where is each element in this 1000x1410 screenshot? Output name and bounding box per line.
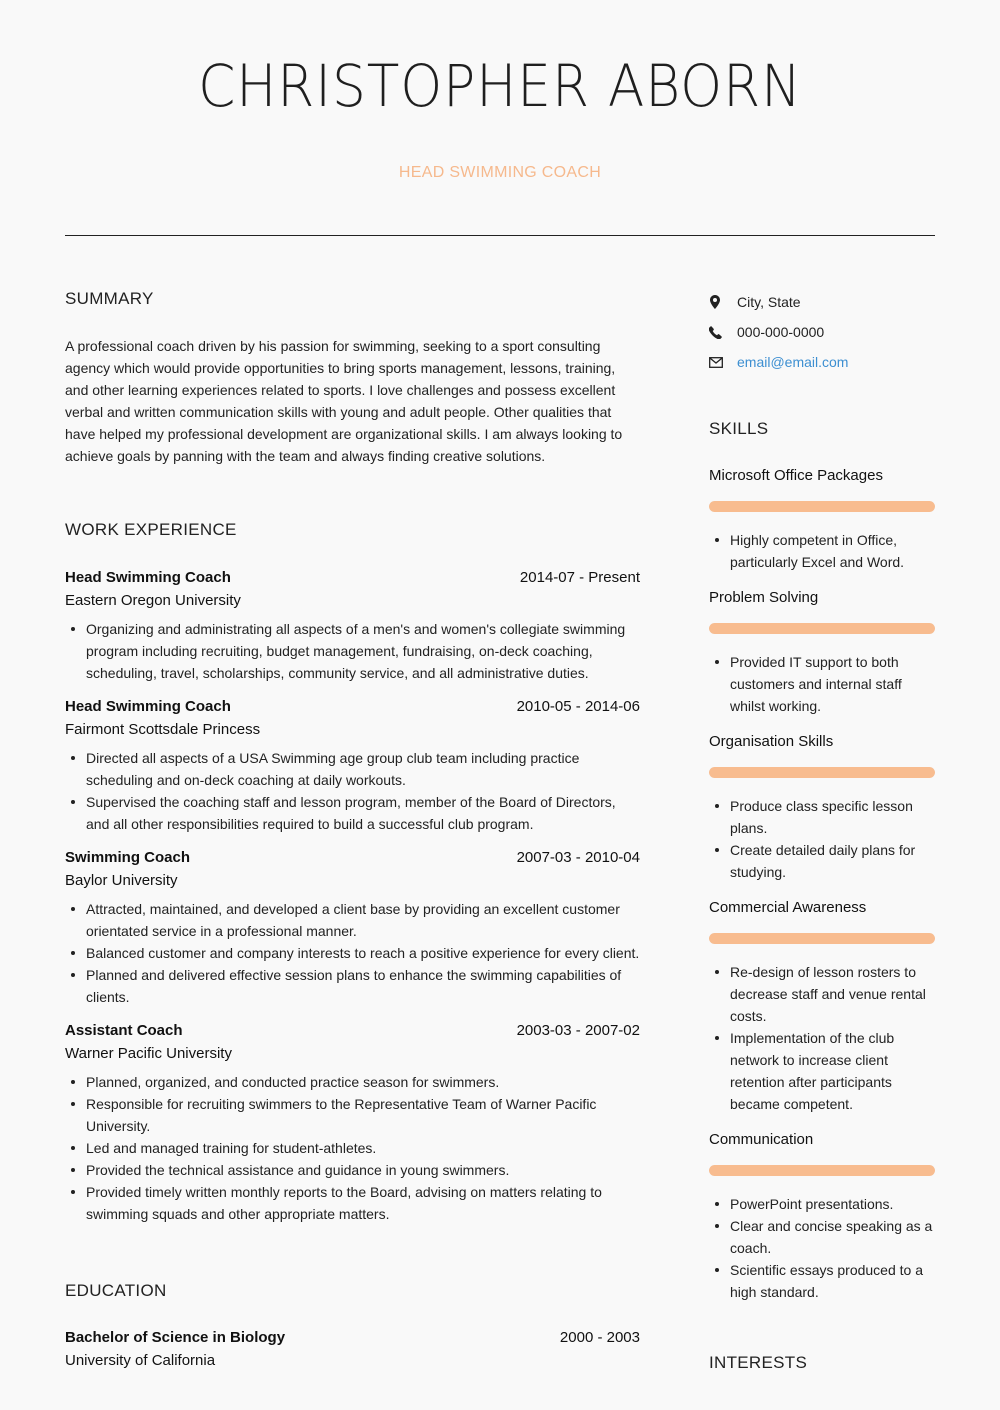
skill-name: Problem Solving xyxy=(709,589,819,606)
skill-level-bar xyxy=(709,933,935,944)
skill-bullet: Re-design of lesson rosters to decrease staff and venue rental costs. xyxy=(709,961,935,1027)
skill-bullets xyxy=(709,961,935,1115)
skill-name: Commercial Awareness xyxy=(709,899,867,916)
work-experience-heading: WORK EXPERIENCE xyxy=(65,520,237,539)
skill-name: Organisation Skills xyxy=(709,733,834,750)
job-header xyxy=(65,698,640,715)
job-header xyxy=(65,1022,640,1039)
job-header xyxy=(65,849,640,866)
skill-level-fill xyxy=(709,1165,935,1176)
job-bullets xyxy=(65,747,640,835)
job-bullet: Led and managed training for student-athletes. xyxy=(65,1137,640,1159)
job-dates: 2010-05 - 2014-06 xyxy=(516,698,640,715)
skill-level-fill xyxy=(709,933,935,944)
contact-location xyxy=(709,287,935,317)
education-list xyxy=(65,1329,640,1369)
job-role: Head Swimming Coach xyxy=(65,569,231,586)
email-link[interactable]: email@email.com xyxy=(737,354,849,370)
location-text: City, State xyxy=(737,294,801,310)
skill-bullet: Provided IT support to both customers and internal staff whilst working. xyxy=(709,651,935,717)
skill-entry xyxy=(709,1131,935,1303)
job-title: HEAD SWIMMING COACH xyxy=(398,164,602,181)
degree: Bachelor of Science in Biology xyxy=(65,1329,286,1346)
job-dates: 2007-03 - 2010-04 xyxy=(516,849,640,866)
job-organization: Fairmont Scottsdale Princess xyxy=(65,721,261,738)
skill-bullet: Produce class specific lesson plans. xyxy=(709,795,935,839)
skill-level-fill xyxy=(709,767,935,778)
job-entry xyxy=(65,698,640,835)
school: University of California xyxy=(65,1352,216,1369)
job-bullet: Provided timely written monthly reports to the Board, advising on matters relating to swimming squads and other appropriate matters. xyxy=(65,1181,640,1225)
skills-heading: SKILLS xyxy=(709,419,769,438)
job-bullet: Responsible for recruiting swimmers to the Representative Team of Warner Pacific University. xyxy=(65,1093,640,1137)
job-organization: Eastern Oregon University xyxy=(65,592,241,609)
job-bullet: Planned and delivered effective session plans to enhance the swimming capabilities of clients. xyxy=(65,964,640,1008)
education-heading: EDUCATION xyxy=(65,1281,167,1300)
job-role: Assistant Coach xyxy=(65,1022,183,1039)
skill-entry xyxy=(709,899,935,1115)
skill-bullet: Implementation of the club network to increase client retention after participants became competent. xyxy=(709,1027,935,1115)
contact-phone xyxy=(709,317,935,347)
skill-name: Microsoft Office Packages xyxy=(709,467,883,484)
job-entry xyxy=(65,849,640,1008)
job-role: Head Swimming Coach xyxy=(65,698,231,715)
summary-text: A professional coach driven by his passion for swimming, seeking to a sport consulting agency which would provide opportunities to bring sports management, lessons, training, and other learning experiences related to sports. I love challenges and possess excellent verbal and written communication skills with young and adult people. Other qualities that have helped my professional development are organizational skills. I am always looking to achieve goals by panning with the team and always finding creative solutions. xyxy=(65,338,623,464)
job-bullets xyxy=(65,898,640,1008)
skill-level-bar xyxy=(709,767,935,778)
contact-email[interactable] xyxy=(709,347,935,377)
skill-level-bar xyxy=(709,1165,935,1176)
skill-bullet: Create detailed daily plans for studying. xyxy=(709,839,935,883)
skill-bullet: PowerPoint presentations. xyxy=(709,1193,935,1215)
job-entry xyxy=(65,1022,640,1225)
skill-bullets xyxy=(709,795,935,883)
skill-entry xyxy=(709,733,935,883)
education-entry xyxy=(65,1329,640,1369)
phone-text: 000-000-0000 xyxy=(737,324,825,340)
education-header xyxy=(65,1329,640,1346)
job-organization: Baylor University xyxy=(65,872,178,889)
location-pin-icon xyxy=(709,295,737,309)
job-header xyxy=(65,569,640,586)
main-column xyxy=(65,289,640,1383)
skill-level-fill xyxy=(709,501,935,512)
job-bullet: Organizing and administrating all aspects of a men's and women's collegiate swimming program including recruiting, budget management, fundraising, on-deck coaching, scheduling, travel, scholarships, community service, and all administrative duties. xyxy=(65,618,640,684)
skill-entry xyxy=(709,467,935,573)
phone-icon xyxy=(709,326,737,339)
job-bullet: Directed all aspects of a USA Swimming age group club team including practice scheduling and on-deck coaching at daily workouts. xyxy=(65,747,640,791)
summary-heading: SUMMARY xyxy=(65,289,154,308)
skill-name: Communication xyxy=(709,1131,814,1148)
job-role: Swimming Coach xyxy=(65,849,191,866)
skill-bullet: Highly competent in Office, particularly Excel and Word. xyxy=(709,529,935,573)
job-bullets xyxy=(65,1071,640,1225)
skill-bullets xyxy=(709,529,935,573)
skill-level-bar xyxy=(709,501,935,512)
header-divider xyxy=(65,235,935,236)
job-bullet: Supervised the coaching staff and lesson program, member of the Board of Directors, and all other responsibilities required to build a successful club program. xyxy=(65,791,640,835)
skill-level-fill xyxy=(709,623,935,634)
job-bullet: Planned, organized, and conducted practice season for swimmers. xyxy=(65,1071,640,1093)
candidate-name: CHRISTOPHER ABORN xyxy=(198,52,802,120)
skill-bullets xyxy=(709,1193,935,1303)
skill-bullet: Clear and concise speaking as a coach. xyxy=(709,1215,935,1259)
skill-bullet: Scientific essays produced to a high standard. xyxy=(709,1259,935,1303)
job-entry xyxy=(65,569,640,684)
sidebar-column xyxy=(709,287,935,1373)
skill-bullets xyxy=(709,651,935,717)
job-bullet: Attracted, maintained, and developed a client base by providing an excellent customer orientated service in a professional manner. xyxy=(65,898,640,942)
envelope-icon xyxy=(709,357,737,368)
job-organization: Warner Pacific University xyxy=(65,1045,232,1062)
job-dates: 2014-07 - Present xyxy=(519,569,640,586)
job-bullet: Provided the technical assistance and guidance in young swimmers. xyxy=(65,1159,640,1181)
interests-heading: INTERESTS xyxy=(709,1353,808,1372)
work-experience-list xyxy=(65,569,640,1225)
skill-level-bar xyxy=(709,623,935,634)
job-bullets xyxy=(65,618,640,684)
skill-entry xyxy=(709,589,935,717)
job-dates: 2003-03 - 2007-02 xyxy=(516,1022,640,1039)
job-bullet: Balanced customer and company interests to reach a positive experience for every client. xyxy=(65,942,640,964)
education-dates: 2000 - 2003 xyxy=(559,1329,640,1346)
skills-list xyxy=(709,467,935,1303)
